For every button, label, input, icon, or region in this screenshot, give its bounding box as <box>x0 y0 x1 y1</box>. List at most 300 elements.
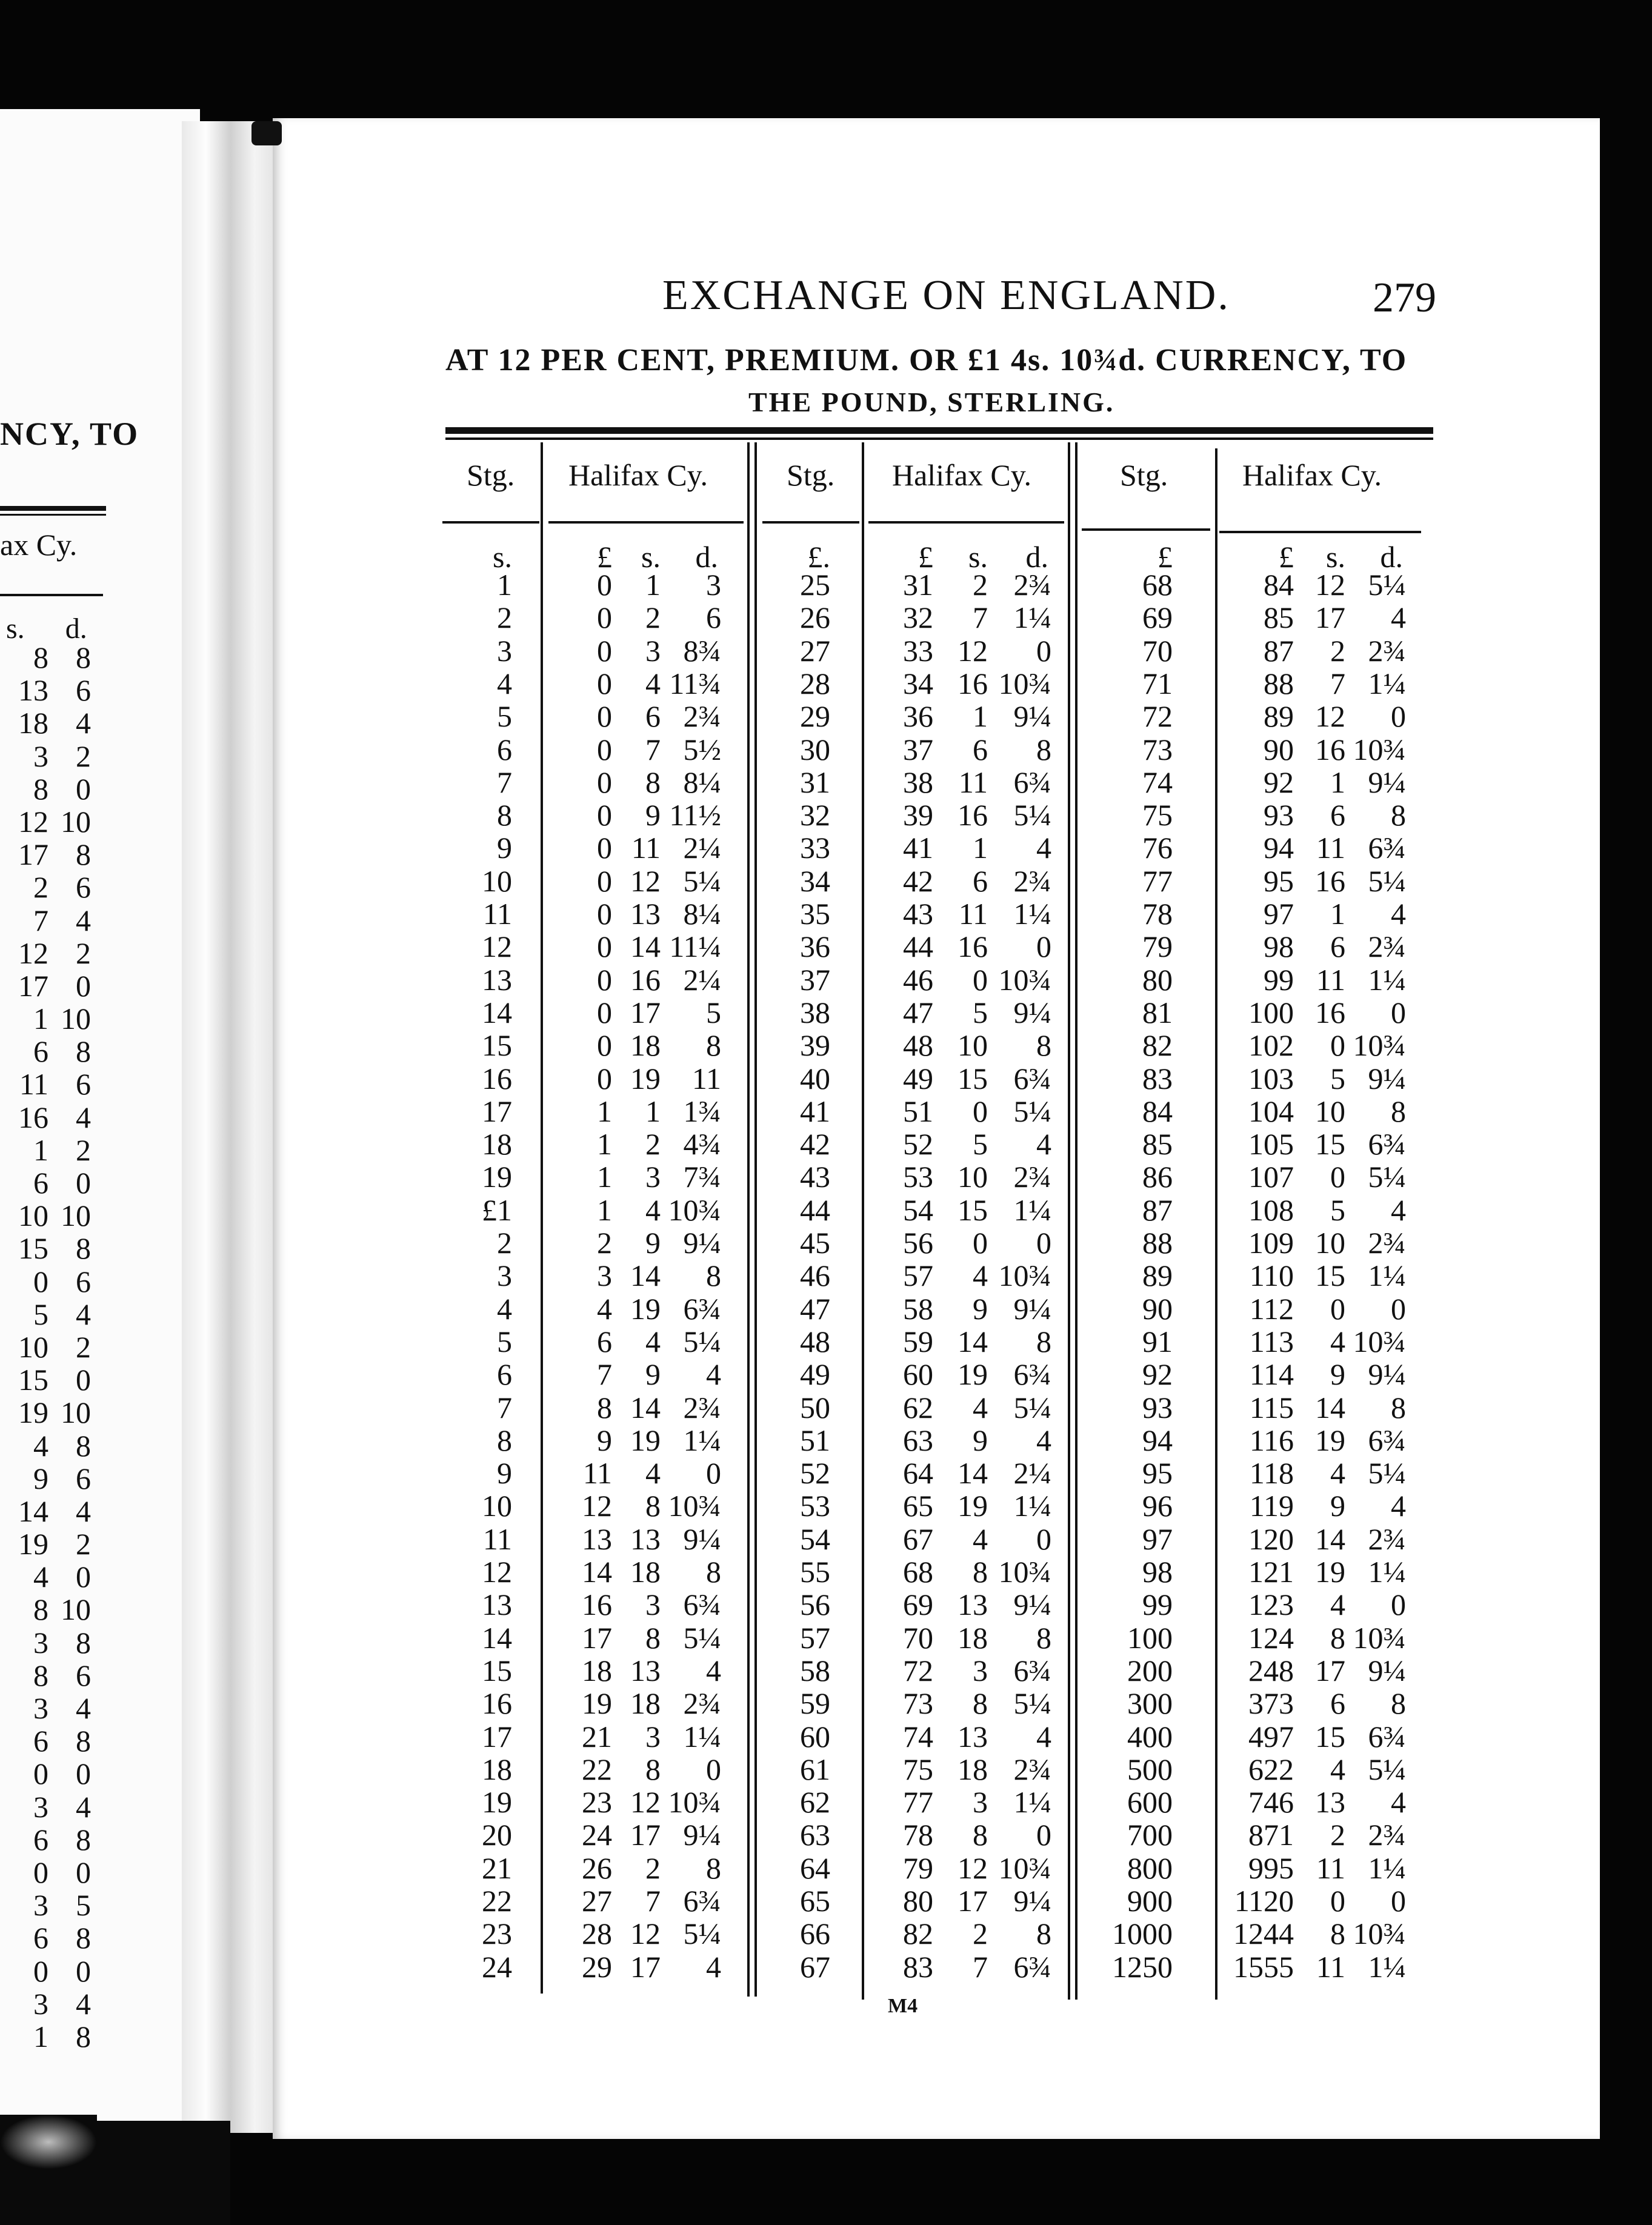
cell-block1-shillings: 17 <box>630 1949 661 1984</box>
cell-block1-stg: 17 <box>482 1719 512 1754</box>
cell-block2-pounds: 68 <box>903 1555 933 1589</box>
table-row <box>0 733 1652 766</box>
table-row <box>0 1687 1652 1720</box>
cell-block1-shillings: 1 <box>645 568 661 602</box>
prev-cell-shillings: 4 <box>33 1560 48 1594</box>
prev-page-column-head: ax Cy. <box>0 528 78 562</box>
cell-block1-stg: 12 <box>482 1555 512 1589</box>
cell-block1-pounds: 0 <box>597 995 612 1029</box>
cell-block1-stg: 6 <box>497 1357 512 1392</box>
cell-block3-stg: 96 <box>1142 1489 1173 1523</box>
cell-block2-shillings: 10 <box>958 1160 988 1194</box>
prev-cell-pence: 2 <box>76 739 91 773</box>
head-rule <box>548 521 744 524</box>
cell-block2-pence: 5¼ <box>1013 1686 1051 1721</box>
cell-block1-pounds: 1 <box>597 1192 612 1227</box>
prev-cell-pence: 8 <box>76 1921 91 1955</box>
prev-cell-pence: 2 <box>76 936 91 970</box>
cell-block2-pounds: 80 <box>903 1884 933 1918</box>
cell-block3-pence: 6¾ <box>1368 1423 1406 1457</box>
cell-block3-shillings: 16 <box>1315 863 1345 898</box>
cell-block3-stg: 74 <box>1142 765 1173 799</box>
cell-block1-shillings: 4 <box>645 1456 661 1491</box>
cell-block3-pence: 5¼ <box>1368 1160 1406 1194</box>
cell-block2-pounds: 67 <box>903 1522 933 1556</box>
cell-block2-shillings: 5 <box>973 1127 988 1162</box>
cell-block3-stg: 92 <box>1142 1357 1173 1392</box>
cell-block3-stg: 100 <box>1127 1620 1173 1655</box>
header-rule-thick <box>445 427 1433 434</box>
cell-block1-pence: 3 <box>706 568 721 602</box>
cell-block3-pounds: 746 <box>1248 1785 1294 1820</box>
cell-block1-shillings: 18 <box>630 1555 661 1589</box>
cell-block1-pence: 4¾ <box>683 1127 721 1162</box>
cell-block1-pence: 11 <box>691 1061 721 1096</box>
cell-block3-pounds: 497 <box>1248 1719 1294 1754</box>
cell-block1-pounds: 27 <box>582 1884 612 1918</box>
cell-block3-pounds: 102 <box>1248 1028 1294 1063</box>
table-row <box>0 799 1652 831</box>
cell-block2-pence: 1¼ <box>1013 1192 1051 1227</box>
cell-block1-shillings: 13 <box>630 1522 661 1556</box>
prev-page-rule <box>0 506 106 511</box>
cell-block3-shillings: 0 <box>1330 1884 1345 1918</box>
header-rule-thin <box>445 437 1433 440</box>
cell-block2-pence: 4 <box>1036 1423 1051 1457</box>
cell-block1-stg: 16 <box>482 1686 512 1721</box>
cell-block1-pounds: 0 <box>597 633 612 668</box>
cell-block2-pence: 4 <box>1036 831 1051 865</box>
cell-block1-pounds: 2 <box>597 1226 612 1260</box>
cell-block3-stg: 94 <box>1142 1423 1173 1457</box>
prev-cell-shillings: 6 <box>33 1034 48 1069</box>
cell-block2-shillings: 5 <box>973 995 988 1029</box>
cell-block3-stg: 70 <box>1142 633 1173 668</box>
cell-block3-pence: 5¼ <box>1368 863 1406 898</box>
prev-cell-shillings: 7 <box>33 903 48 937</box>
cell-block1-shillings: 2 <box>645 1127 661 1162</box>
cell-block1-pence: 1¼ <box>683 1423 721 1457</box>
cell-block3-pounds: 108 <box>1248 1192 1294 1227</box>
cell-block1-shillings: 19 <box>630 1291 661 1326</box>
cell-block3-pence: 0 <box>1391 1588 1406 1622</box>
cell-block1-shillings: 18 <box>630 1686 661 1721</box>
cell-block2-pence: 9¼ <box>1013 1588 1051 1622</box>
cell-block2-shillings: 8 <box>973 1818 988 1852</box>
prev-cell-shillings: 0 <box>33 1954 48 1988</box>
cell-block2-shillings: 7 <box>973 600 988 635</box>
cell-block2-pounds: 41 <box>903 831 933 865</box>
prev-cell-shillings: 11 <box>19 1067 48 1102</box>
cell-block1-stg: 14 <box>482 995 512 1029</box>
cell-block2-shillings: 0 <box>973 962 988 997</box>
cell-block2-pence: 6¾ <box>1013 1357 1051 1392</box>
cell-block3-shillings: 0 <box>1330 1028 1345 1063</box>
cell-block1-pounds: 23 <box>582 1785 612 1820</box>
cell-block3-pence: 10¾ <box>1353 732 1406 767</box>
unit-pound-3: £ <box>1279 540 1294 574</box>
cell-block3-pence: 10¾ <box>1353 1028 1406 1063</box>
prev-cell-pence: 6 <box>76 1658 91 1692</box>
cell-block1-pence: 1¾ <box>683 1094 721 1128</box>
prev-cell-pence: 8 <box>76 1724 91 1758</box>
cell-block3-pence: 0 <box>1391 995 1406 1029</box>
cell-block2-pence: 5¼ <box>1013 798 1051 833</box>
cell-block2-pence: 10¾ <box>998 1259 1051 1293</box>
cell-block1-stg: 13 <box>482 962 512 997</box>
prev-cell-shillings: 8 <box>33 771 48 806</box>
prev-cell-pence: 8 <box>76 1034 91 1069</box>
cell-block2-stg: 52 <box>800 1456 830 1491</box>
prev-cell-shillings: 18 <box>18 706 48 740</box>
binding-mark <box>251 121 282 145</box>
cell-block3-pence: 4 <box>1391 1192 1406 1227</box>
prev-unit-s: s. <box>6 613 25 645</box>
cell-block3-shillings: 10 <box>1315 1094 1345 1128</box>
cell-block3-stg: 200 <box>1127 1653 1173 1688</box>
prev-cell-pence: 10 <box>61 1592 91 1627</box>
prev-cell-pence: 10 <box>61 1002 91 1036</box>
prev-cell-shillings: 3 <box>33 1888 48 1923</box>
prev-table-row <box>0 1987 106 2020</box>
prev-cell-pence: 2 <box>76 1132 91 1167</box>
table-row <box>0 1917 1652 1950</box>
cell-block3-shillings: 15 <box>1315 1719 1345 1754</box>
cell-block1-pounds: 1 <box>597 1127 612 1162</box>
cell-block1-shillings: 1 <box>645 1094 661 1128</box>
cell-block3-pounds: 1244 <box>1233 1917 1294 1951</box>
cell-block3-pounds: 109 <box>1248 1226 1294 1260</box>
cell-block3-pence: 1¼ <box>1368 1949 1406 1984</box>
unit-stg-2: £. <box>807 540 830 574</box>
table-row <box>0 930 1652 963</box>
cell-block1-shillings: 2 <box>645 1851 661 1885</box>
cell-block3-pence: 8 <box>1391 798 1406 833</box>
cell-block1-pence: 6 <box>706 600 721 635</box>
cell-block1-pence: 9¼ <box>683 1522 721 1556</box>
cell-block3-pence: 5¼ <box>1368 568 1406 602</box>
table-row <box>0 897 1652 930</box>
cell-block1-shillings: 19 <box>630 1423 661 1457</box>
cell-block1-shillings: 3 <box>645 1160 661 1194</box>
prev-cell-pence: 8 <box>76 1625 91 1660</box>
cell-block3-shillings: 0 <box>1330 1291 1345 1326</box>
cell-block1-stg: 4 <box>497 666 512 700</box>
cell-block2-shillings: 19 <box>958 1489 988 1523</box>
cell-block3-pounds: 112 <box>1249 1291 1294 1326</box>
cell-block1-pence: 11½ <box>669 798 721 833</box>
cell-block2-pence: 4 <box>1036 1719 1051 1754</box>
cell-block1-pence: 1¼ <box>683 1719 721 1754</box>
head-rule <box>1082 528 1210 531</box>
cell-block1-pence: 6¾ <box>683 1884 721 1918</box>
cell-block3-pence: 8 <box>1391 1390 1406 1425</box>
cell-block1-shillings: 3 <box>645 1719 661 1754</box>
cell-block2-stg: 65 <box>800 1884 830 1918</box>
cell-block1-shillings: 9 <box>645 1357 661 1392</box>
cell-block1-pence: 6¾ <box>683 1588 721 1622</box>
cell-block1-pence: 2¾ <box>683 1390 721 1425</box>
cell-block1-shillings: 12 <box>630 1785 661 1820</box>
cell-block1-pence: 2¼ <box>683 831 721 865</box>
cell-block1-pence: 11¼ <box>669 930 721 964</box>
cell-block2-pence: 9¼ <box>1013 1884 1051 1918</box>
cell-block2-stg: 51 <box>800 1423 830 1457</box>
cell-block1-shillings: 6 <box>645 699 661 734</box>
cell-block2-pounds: 46 <box>903 962 933 997</box>
cell-block1-pence: 9¼ <box>683 1818 721 1852</box>
cell-block3-pounds: 90 <box>1264 732 1294 767</box>
col-head-stg-2: Stg. <box>787 458 835 492</box>
cell-block3-shillings: 13 <box>1315 1785 1345 1820</box>
cell-block3-pounds: 119 <box>1249 1489 1294 1523</box>
cell-block3-pence: 4 <box>1391 1489 1406 1523</box>
cell-block2-pounds: 78 <box>903 1818 933 1852</box>
cell-block2-pence: 5¼ <box>1013 1094 1051 1128</box>
cell-block2-pounds: 72 <box>903 1653 933 1688</box>
cell-block1-pounds: 12 <box>582 1489 612 1523</box>
cell-block1-stg: 9 <box>497 1456 512 1491</box>
prev-cell-shillings: 1 <box>33 1132 48 1167</box>
cell-block1-stg: 24 <box>482 1949 512 1984</box>
cell-block1-shillings: 9 <box>645 798 661 833</box>
cell-block2-shillings: 15 <box>958 1192 988 1227</box>
cell-block2-shillings: 8 <box>973 1686 988 1721</box>
prev-cell-shillings: 14 <box>18 1494 48 1528</box>
prev-cell-pence: 8 <box>76 837 91 872</box>
cell-block2-pounds: 48 <box>903 1028 933 1063</box>
cell-block1-stg: 13 <box>482 1588 512 1622</box>
prev-cell-shillings: 17 <box>18 837 48 872</box>
cell-block2-pence: 10¾ <box>998 1851 1051 1885</box>
prev-cell-pence: 0 <box>76 1757 91 1791</box>
prev-cell-pence: 0 <box>76 968 91 1003</box>
prev-cell-shillings: 3 <box>33 1625 48 1660</box>
cell-block1-stg: 19 <box>482 1785 512 1820</box>
cell-block2-pence: 8 <box>1036 1917 1051 1951</box>
cell-block2-pounds: 39 <box>903 798 933 833</box>
prev-cell-pence: 4 <box>76 1297 91 1331</box>
prev-cell-pence: 10 <box>61 1199 91 1233</box>
cell-block3-pounds: 373 <box>1248 1686 1294 1721</box>
cell-block2-pence: 10¾ <box>998 962 1051 997</box>
cell-block3-shillings: 8 <box>1330 1917 1345 1951</box>
prev-cell-shillings: 13 <box>18 673 48 708</box>
cell-block1-pounds: 0 <box>597 831 612 865</box>
cell-block2-shillings: 11 <box>958 765 988 799</box>
cell-block2-shillings: 16 <box>958 930 988 964</box>
table-row <box>0 996 1652 1029</box>
table-row <box>0 1489 1652 1522</box>
prev-cell-shillings: 10 <box>18 1199 48 1233</box>
cell-block3-stg: 1250 <box>1112 1949 1173 1984</box>
cell-block2-pence: 0 <box>1036 930 1051 964</box>
cell-block2-shillings: 17 <box>958 1884 988 1918</box>
cell-block2-pounds: 37 <box>903 732 933 767</box>
cell-block2-stg: 30 <box>800 732 830 767</box>
cell-block1-shillings: 4 <box>645 666 661 700</box>
prev-cell-pence: 2 <box>76 1329 91 1364</box>
table-row <box>0 1259 1652 1292</box>
cell-block1-pounds: 0 <box>597 897 612 931</box>
cell-block1-pounds: 17 <box>582 1620 612 1655</box>
prev-cell-pence: 10 <box>61 1395 91 1430</box>
cell-block1-stg: 1 <box>497 568 512 602</box>
table-row <box>0 1720 1652 1753</box>
cell-block2-shillings: 2 <box>973 568 988 602</box>
cell-block1-pence: 2¾ <box>683 1686 721 1721</box>
cell-block1-pence: 0 <box>706 1456 721 1491</box>
cell-block1-pounds: 11 <box>582 1456 612 1491</box>
prev-cell-shillings: 15 <box>18 1231 48 1266</box>
table-row <box>0 667 1652 700</box>
cell-block3-pounds: 84 <box>1264 568 1294 602</box>
rate-subtitle-cont: THE POUND, STERLING. <box>748 387 1115 417</box>
cell-block1-pence: 6¾ <box>683 1291 721 1326</box>
col-head-stg-1: Stg. <box>467 458 515 492</box>
cell-block2-pounds: 62 <box>903 1390 933 1425</box>
cell-block2-stg: 47 <box>800 1291 830 1326</box>
unit-pound-1: £ <box>597 540 612 574</box>
cell-block2-pounds: 42 <box>903 863 933 898</box>
cell-block1-shillings: 3 <box>645 1588 661 1622</box>
prev-cell-shillings: 1 <box>33 2019 48 2054</box>
prev-cell-pence: 10 <box>61 804 91 839</box>
cell-block1-pence: 2¾ <box>683 699 721 734</box>
cell-block3-stg: 89 <box>1142 1259 1173 1293</box>
cell-block1-shillings: 8 <box>645 1752 661 1786</box>
cell-block1-stg: 2 <box>497 1226 512 1260</box>
cell-block1-stg: 20 <box>482 1818 512 1852</box>
cell-block1-shillings: 14 <box>630 1390 661 1425</box>
table-row <box>0 1555 1652 1588</box>
cell-block2-pence: 1¼ <box>1013 600 1051 635</box>
cell-block1-pounds: 9 <box>597 1423 612 1457</box>
table-row <box>0 1194 1652 1226</box>
cell-block2-stg: 64 <box>800 1851 830 1885</box>
cell-block1-shillings: 9 <box>645 1226 661 1260</box>
cell-block2-pounds: 56 <box>903 1226 933 1260</box>
running-title: EXCHANGE ON ENGLAND. <box>662 272 1230 319</box>
cell-block1-pence: 10¾ <box>668 1192 721 1227</box>
cell-block2-shillings: 18 <box>958 1620 988 1655</box>
prev-cell-pence: 0 <box>76 1560 91 1594</box>
cell-block2-stg: 59 <box>800 1686 830 1721</box>
prev-cell-shillings: 19 <box>18 1395 48 1430</box>
cell-block1-stg: 7 <box>497 765 512 799</box>
cell-block1-shillings: 8 <box>645 765 661 799</box>
cell-block2-pounds: 82 <box>903 1917 933 1951</box>
table-row <box>0 1391 1652 1424</box>
cell-block2-pence: 4 <box>1036 1127 1051 1162</box>
prev-page-rule-thin <box>0 514 106 516</box>
cell-block1-stg: 8 <box>497 1423 512 1457</box>
cell-block2-pence: 0 <box>1036 633 1051 668</box>
cell-block2-stg: 34 <box>800 863 830 898</box>
cell-block3-shillings: 9 <box>1330 1357 1345 1392</box>
table-row <box>0 766 1652 799</box>
cell-block2-stg: 57 <box>800 1620 830 1655</box>
cell-block3-shillings: 10 <box>1315 1226 1345 1260</box>
table-row <box>0 1951 1652 1983</box>
cell-block2-shillings: 13 <box>958 1588 988 1622</box>
cell-block3-pence: 2¾ <box>1368 1818 1406 1852</box>
cell-block2-pence: 8 <box>1036 732 1051 767</box>
cell-block3-shillings: 2 <box>1330 1818 1345 1852</box>
cell-block3-pounds: 99 <box>1264 962 1294 997</box>
prev-cell-pence: 4 <box>76 1986 91 2021</box>
cell-block2-stg: 61 <box>800 1752 830 1786</box>
prev-cell-pence: 6 <box>76 1461 91 1495</box>
head-rule <box>442 521 539 524</box>
cell-block3-pounds: 103 <box>1248 1061 1294 1096</box>
cell-block1-shillings: 14 <box>630 1259 661 1293</box>
col-head-halifax-3: Halifax Cy. <box>1242 458 1382 492</box>
cell-block3-pence: 0 <box>1391 1884 1406 1918</box>
cell-block1-pounds: 0 <box>597 765 612 799</box>
prev-cell-shillings: 1 <box>33 1002 48 1036</box>
cell-block1-stg: 10 <box>482 1489 512 1523</box>
cell-block3-stg: 87 <box>1142 1192 1173 1227</box>
cell-block2-shillings: 6 <box>973 863 988 898</box>
prev-cell-shillings: 0 <box>33 1855 48 1889</box>
cell-block1-stg: 11 <box>482 1522 512 1556</box>
cell-block1-pounds: 28 <box>582 1917 612 1951</box>
cell-block2-pence: 5¼ <box>1013 1390 1051 1425</box>
cell-block3-stg: 91 <box>1142 1324 1173 1359</box>
cell-block3-stg: 86 <box>1142 1160 1173 1194</box>
cell-block2-shillings: 4 <box>973 1390 988 1425</box>
cell-block2-shillings: 1 <box>973 699 988 734</box>
cell-block3-shillings: 7 <box>1330 666 1345 700</box>
prev-cell-shillings: 6 <box>33 1166 48 1200</box>
cell-block3-shillings: 4 <box>1330 1324 1345 1359</box>
cell-block3-pence: 6¾ <box>1368 1127 1406 1162</box>
cell-block3-stg: 800 <box>1127 1851 1173 1885</box>
cell-block1-stg: £1 <box>482 1192 512 1227</box>
cell-block3-stg: 99 <box>1142 1588 1173 1622</box>
table-row <box>0 1852 1652 1884</box>
cell-block2-pence: 9¼ <box>1013 995 1051 1029</box>
cell-block3-stg: 73 <box>1142 732 1173 767</box>
cell-block2-shillings: 4 <box>973 1522 988 1556</box>
cell-block1-stg: 18 <box>482 1752 512 1786</box>
cell-block2-pounds: 59 <box>903 1324 933 1359</box>
cell-block3-shillings: 15 <box>1315 1127 1345 1162</box>
cell-block3-stg: 77 <box>1142 863 1173 898</box>
prev-cell-pence: 6 <box>76 1067 91 1102</box>
cell-block1-stg: 3 <box>497 633 512 668</box>
table-row <box>0 1062 1652 1095</box>
cell-block1-shillings: 19 <box>630 1061 661 1096</box>
head-rule <box>868 521 1064 524</box>
prev-cell-shillings: 0 <box>33 1757 48 1791</box>
cell-block3-stg: 600 <box>1127 1785 1173 1820</box>
cell-block2-stg: 49 <box>800 1357 830 1392</box>
prev-cell-shillings: 8 <box>33 1658 48 1692</box>
prev-cell-pence: 0 <box>76 1363 91 1397</box>
cell-block3-pence: 2¾ <box>1368 930 1406 964</box>
cell-block3-pence: 8 <box>1391 1686 1406 1721</box>
cell-block2-pence: 8 <box>1036 1620 1051 1655</box>
cell-block1-stg: 11 <box>482 897 512 931</box>
cell-block2-pence: 1¼ <box>1013 1785 1051 1820</box>
cell-block2-pence: 8 <box>1036 1324 1051 1359</box>
cell-block2-shillings: 14 <box>958 1324 988 1359</box>
cell-block3-stg: 97 <box>1142 1522 1173 1556</box>
cell-block2-stg: 31 <box>800 765 830 799</box>
unit-pence-2: d. <box>1025 540 1048 574</box>
